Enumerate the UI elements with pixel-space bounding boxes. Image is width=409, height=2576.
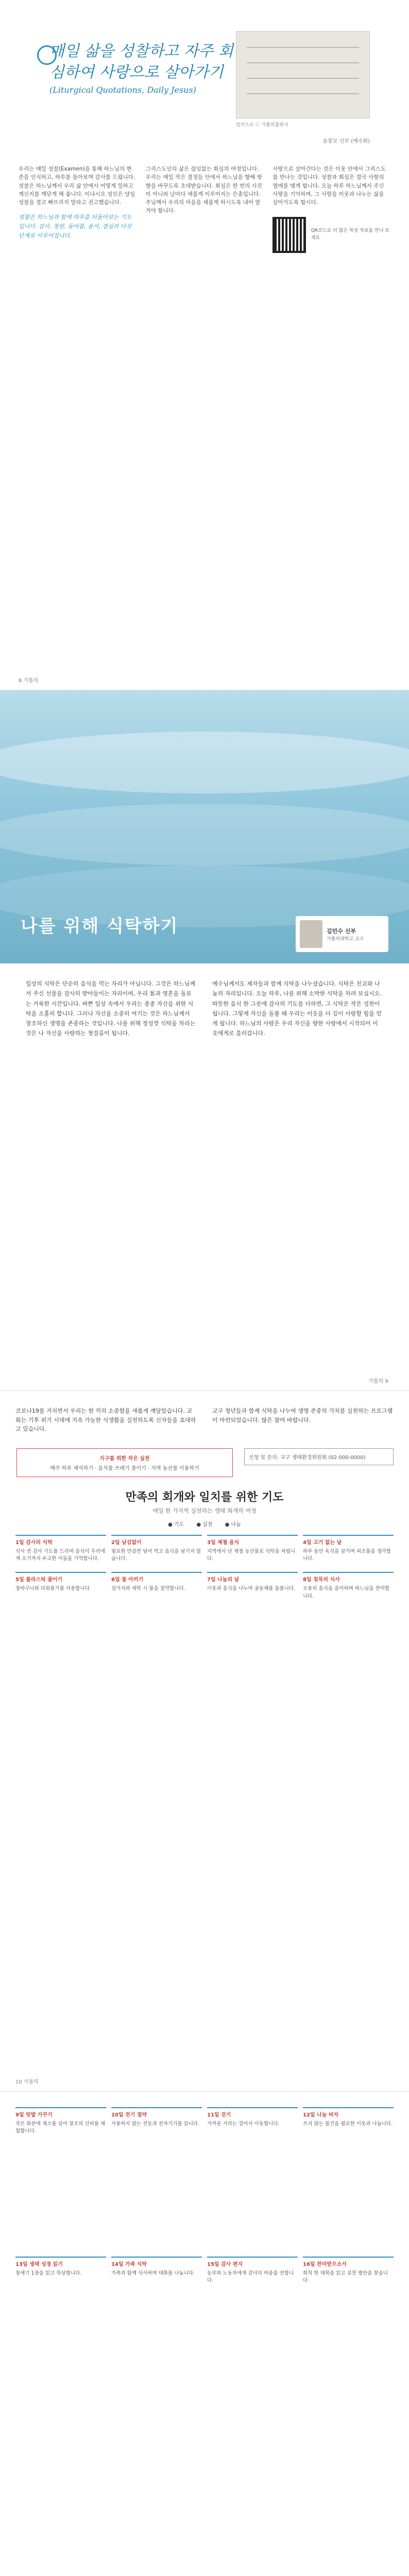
card-text: 설거지와 세탁 시 물을 절약합니다.: [111, 1586, 185, 1592]
practice-card: [111, 1572, 202, 1604]
card-title: 7일 나눔의 날: [207, 1577, 240, 1583]
practice-card: [15, 2257, 106, 2401]
card-title: 4일 고기 없는 날: [303, 1539, 342, 1546]
body-column-1: 일상의 식탁은 단순히 음식을 먹는 자리가 아닙니다. 그것은 하느님께서 주신 선물을 감사히 받아들이는 자리이며, 우리 몸과 영혼을 돌보는 거룩한 시간입니다. 바쁜 일상 속에서 우리는 종종 자신을 위한 식탁을 소홀히 합니다. 그러나 자신을 소중히 여기는 것은 하느님께서 창조하신 생명을 존중하는 것입니다. 나를 위해 정성껏 식탁을 차리는 것은 나 자신을 사랑하는 첫걸음이 됩니다.: [26, 980, 195, 1037]
card-title: 16일 찬미받으소서: [303, 2262, 347, 2267]
body-column-2: 예수님께서도 제자들과 함께 식탁을 나누셨습니다. 식탁은 친교와 나눔의 자리입니다. 오늘 하루, 나를 위해 소박한 식탁을 차려 보십시오. 따뜻한 음식 한 그릇에 감사의 기도를 더하면, 그 식탁은 작은 성찬이 됩니다. 그렇게 자신을 돌볼 때 우리는 이웃을 더 깊이 사랑할 힘을 얻게 됩니다. 하느님의 사랑은 우리 자신을 향한 사랑에서 시작되어 이웃에게로 흘러갑니다.: [212, 980, 382, 1037]
article-subtitle: (Liturgical Quotations, Daily Jesus): [49, 85, 196, 95]
article-header: [19, 15, 390, 144]
article-body: [0, 963, 409, 1054]
info-box-body: 매주 하루 채식하기 · 음식물 쓰레기 줄이기 · 지역 농산물 이용하기: [50, 1465, 199, 1471]
card-title: 15일 감사 편지: [207, 2262, 243, 2267]
legend: [15, 1520, 394, 1528]
section-subtitle: 매일 한 가지씩 실천하는 생태 회개의 여정: [152, 1507, 257, 1514]
practice-card: [303, 2107, 394, 2251]
series-logo: [37, 45, 57, 65]
card-text: 가까운 거리는 걸어서 이동합니다.: [207, 2121, 280, 2127]
body-column-1: 우리는 매일 성찰(Examen)을 통해 하느님의 현존을 인식하고, 하루를 돌아보며 감사를 드립니다. 성찰은 하느님께서 우리 삶 안에서 어떻게 일하고 계신지를 깨닫게 해 줍니다. 이냐시오 성인은 양심 성찰을 결코 빠뜨리지 말라고 권고했습니다.: [19, 166, 135, 206]
card-title: 14일 가족 식탁: [111, 2262, 147, 2267]
card-title: 13일 생태 성경 읽기: [15, 2262, 63, 2267]
article-illustration: [236, 31, 370, 118]
card-text: 가족과 함께 식사하며 대화를 나눕니다.: [111, 2270, 195, 2276]
card-text: 농부와 노동자에게 감사의 마음을 전합니다.: [207, 2270, 294, 2284]
article-page-2: [0, 690, 409, 1391]
article-page-1: [0, 0, 409, 690]
card-text: 쓰지 않는 물건을 필요한 이웃과 나눕니다.: [303, 2121, 393, 2127]
page-number: 10 가톨릭: [15, 2079, 39, 2085]
card-title: 3일 제철 음식: [207, 1539, 240, 1546]
article-page-3: [0, 1391, 409, 2092]
article-title: 매일 삶을 성찰하고 자주 회심하여 사랑으로 살아가기: [49, 42, 233, 81]
card-text: 창세기 1장을 읽고 묵상합니다.: [15, 2270, 82, 2276]
practice-card: [15, 1535, 106, 1567]
info-box-title: 지구를 위한 작은 실천: [99, 1455, 150, 1462]
intro-left: 코로나19를 거치면서 우리는 한 끼의 소중함을 새롭게 깨달았습니다. 교회는 기후 위기 시대에 지속 가능한 식생활을 실천하도록 신자들을 초대하고 있습니다.: [15, 1408, 196, 1433]
card-title: 6일 물 아끼기: [111, 1577, 144, 1583]
practice-card: [207, 1572, 298, 1604]
card-title: 5일 플라스틱 줄이기: [15, 1577, 63, 1583]
card-text: 장바구니와 다회용기를 사용합니다.: [15, 1586, 91, 1592]
qr-caption: QR코드로 더 많은 묵상 자료를 만나 보세요: [311, 228, 389, 241]
practice-card: [15, 1572, 106, 1604]
card-text: 이웃과 음식을 나누며 공동체를 돌봅니다.: [207, 1586, 296, 1592]
body-column-2: 그리스도인의 삶은 끊임없는 회심의 여정입니다. 우리는 매일 작은 결정들 안에서 하느님을 향해 방향을 바꾸도록 초대받습니다. 회심은 한 번의 사건이 아니라 날마다 새롭게 이루어지는 은총입니다. 주님께서 우리의 마음을 새롭게 하시도록 내어 맡겨야 합니다.: [145, 166, 262, 214]
card-text: 필요한 만큼만 덜어 먹고 음식을 남기지 않습니다.: [111, 1548, 201, 1562]
hero-title-text: 나를 위해 식탁하기: [21, 916, 179, 937]
illustration-caption: 일러스트 ⓒ 가톨릭출판사: [236, 123, 288, 128]
legend-item: ● 기도: [168, 1521, 184, 1528]
author-name: 김민수 신부: [327, 927, 356, 935]
card-title: 10일 전기 절약: [111, 2112, 147, 2118]
legend-item: ● 실천: [196, 1521, 213, 1528]
card-title: 2일 남김없이: [111, 1539, 142, 1546]
page-number: 8 가톨릭: [19, 678, 39, 684]
practice-grid: [15, 1535, 394, 1604]
hero-title: [21, 912, 178, 937]
card-text: 조용히 음식을 음미하며 하느님을 찬미합니다.: [303, 1586, 390, 1599]
article-page-4: [0, 2092, 409, 2576]
handwritten-note: 성찰은 하느님과 함께 하루를 되돌아보는 기도입니다. 감사, 청원, 돌아봄, 용서, 결심의 다섯 단계로 이루어집니다.: [19, 214, 132, 239]
card-text: 사용하지 않는 전등과 전자기기를 끕니다.: [111, 2121, 200, 2127]
card-title: 1일 감사의 식탁: [15, 1539, 53, 1546]
avatar: [300, 920, 322, 948]
practice-grid: [15, 2107, 394, 2401]
card-title: 9일 텃밭 가꾸기: [15, 2112, 53, 2118]
practice-card: [207, 2257, 298, 2401]
card-text: 하루 동안 육식을 삼가며 피조물을 생각합니다.: [303, 1548, 391, 1562]
practice-card: [303, 1535, 394, 1567]
intro-section: [15, 1406, 394, 1434]
author-box: [296, 916, 388, 952]
intro-right: 교구 청년들과 함께 식탁을 나누며 생명 존중의 가치를 실천하는 프로그램이 마련되었습니다. 많은 참여 바랍니다.: [212, 1408, 393, 1423]
practice-card: [207, 1535, 298, 1567]
practice-card: [207, 2107, 298, 2251]
card-text: 작은 화분에 채소를 심어 창조의 신비를 체험합니다.: [15, 2121, 106, 2134]
card-title: 12일 나눔 바자: [303, 2112, 339, 2118]
card-text: 지역에서 난 제철 농산물로 식탁을 차립니다.: [207, 1548, 296, 1562]
legend-item: ● 나눔: [225, 1521, 241, 1528]
practice-card: [303, 2257, 394, 2401]
section-title: 만족의 회개와 일치를 위한 기도: [125, 1490, 284, 1504]
card-title: 11일 걷기: [207, 2112, 231, 2118]
body-column-3: 사랑으로 살아간다는 것은 이웃 안에서 그리스도를 만나는 것입니다. 성찰과 회심은 결국 사랑의 열매를 맺게 합니다. 오늘 하루 하느님께서 주신 사랑을 기억하며, 그 사랑을 이웃과 나누는 삶을 살아가도록 합시다.: [272, 166, 386, 206]
practice-card: [111, 1535, 202, 1567]
practice-card: [111, 2257, 202, 2401]
article-author: 송봉모 신부 (예수회): [322, 139, 370, 144]
practice-card: [303, 1572, 394, 1604]
card-text: 식사 전 감사 기도를 드리며 음식이 우리에게 오기까지 수고한 이들을 기억합니다.: [15, 1548, 106, 1562]
info-box: [16, 1448, 233, 1477]
author-role: 가톨릭대학교 교수: [327, 936, 364, 942]
qr-code-icon[interactable]: [272, 217, 305, 253]
card-title: 8일 침묵의 식사: [303, 1577, 340, 1583]
practice-card: [111, 2107, 202, 2251]
card-text: 회칙 한 대목을 읽고 실천 방안을 찾습니다.: [303, 2270, 388, 2284]
article-body: [19, 165, 390, 253]
page-number: 가톨릭 9: [368, 1379, 388, 1384]
practice-card: [15, 2107, 106, 2251]
hero-image: [0, 690, 409, 963]
contact-box: 신청 및 문의: 교구 생태환경위원회 (02-000-0000): [244, 1448, 394, 1465]
